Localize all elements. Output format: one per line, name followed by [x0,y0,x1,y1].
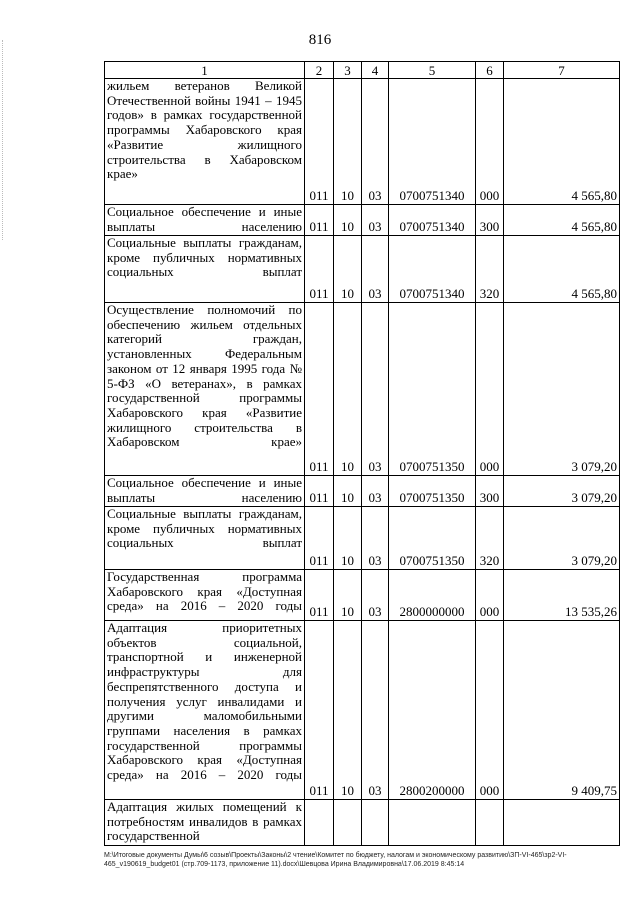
row-cell: 03 [362,303,389,476]
row-cell: 03 [362,621,389,800]
table-row [105,476,620,507]
row-cell: 03 [362,570,389,621]
row-cell: 0700751340 [389,205,476,236]
row-amount: 4 565,80 [504,205,620,236]
row-cell: 10 [334,507,362,570]
binding-margin [2,40,4,240]
row-cell: 03 [362,236,389,303]
document-footer-path: M:\Итоговые документы Думы\6 созыв\Проекты\Законы\2 чтение\Комитет по бюджету, налогам и экономическому развитию\ЗП-VI-465\зр2-VI-465_v190619_budget01 (стр.709-1173, приложение 11).docx\Шевцова Ирина Владимировна\17.06.2019 8:45:14 [104,852,567,868]
row-amount: 9 409,75 [504,621,620,800]
row-cell: 0700751350 [389,476,476,507]
table-row [105,205,620,236]
row-cell: 10 [334,570,362,621]
row-name: Государственная программа Хабаровского края «Доступная среда» на 2016 – 2020 годы [105,570,305,621]
row-amount: 4 565,80 [504,79,620,205]
row-cell: 011 [305,236,334,303]
row-amount: 3 079,20 [504,303,620,476]
budget-table [104,61,620,846]
row-cell: 300 [476,205,504,236]
row-cell [389,800,476,846]
row-cell [305,800,334,846]
row-name: Социальные выплаты гражданам, кроме публичных нормативных социальных выплат [105,236,305,303]
row-cell: 10 [334,205,362,236]
row-cell: 000 [476,570,504,621]
header-cell: 1 [105,62,305,79]
row-cell: 000 [476,79,504,205]
table-row [105,800,620,846]
row-cell: 300 [476,476,504,507]
row-cell: 011 [305,507,334,570]
row-cell: 10 [334,621,362,800]
row-amount: 3 079,20 [504,507,620,570]
row-cell: 10 [334,79,362,205]
row-cell [476,800,504,846]
row-name: Социальные выплаты гражданам, кроме публичных нормативных социальных выплат [105,507,305,570]
page-number: 816 [308,32,332,48]
row-cell: 0700751340 [389,236,476,303]
row-name: Адаптация жилых помещений к потребностям инвалидов в рамках государственной [105,800,305,846]
table-row [105,621,620,800]
row-cell [334,800,362,846]
row-cell: 10 [334,476,362,507]
row-amount: 13 535,26 [504,570,620,621]
row-cell: 0700751350 [389,303,476,476]
row-name: Социальное обеспечение и иные выплаты населению [105,205,305,236]
row-cell: 011 [305,570,334,621]
row-cell: 011 [305,476,334,507]
row-amount: 3 079,20 [504,476,620,507]
row-cell: 2800000000 [389,570,476,621]
row-cell: 011 [305,205,334,236]
row-cell: 03 [362,476,389,507]
table-header-row [105,62,620,79]
header-cell: 4 [362,62,389,79]
header-cell: 5 [389,62,476,79]
row-cell: 011 [305,79,334,205]
row-cell: 320 [476,507,504,570]
row-cell: 10 [334,303,362,476]
row-name: Осуществление полномочий по обеспечению жильем отдельных категорий граждан, установленных Федеральным законом от 12 января 1995 года № 5-ФЗ «О ветеранах», в рамках государственной программы Хабаровского края «Развитие жилищного строительства в Хабаровском крае» [105,303,305,476]
row-cell: 000 [476,303,504,476]
row-amount: 4 565,80 [504,236,620,303]
header-cell: 2 [305,62,334,79]
table-row [105,79,620,205]
row-cell: 10 [334,236,362,303]
row-amount [504,800,620,846]
row-name: жильем ветеранов Великой Отечественной войны 1941 – 1945 годов» в рамках государственной программы Хабаровского края «Развитие жилищного строительства в Хабаровском крае» [105,79,305,205]
table-row [105,303,620,476]
row-cell: 0700751350 [389,507,476,570]
row-cell: 011 [305,621,334,800]
table-row [105,507,620,570]
row-cell: 03 [362,79,389,205]
row-cell: 2800200000 [389,621,476,800]
row-cell: 320 [476,236,504,303]
row-cell: 0700751340 [389,79,476,205]
table-row [105,570,620,621]
header-cell: 7 [504,62,620,79]
table-row [105,236,620,303]
row-name: Адаптация приоритетных объектов социальной, транспортной и инженерной инфраструктуры для беспрепятственного доступа и получения услуг инвалидами и другими маломобильными группами населения в рамках государственной программы Хабаровского края «Доступная среда» на 2016 – 2020 годы [105,621,305,800]
row-name: Социальное обеспечение и иные выплаты населению [105,476,305,507]
row-cell: 000 [476,621,504,800]
row-cell [362,800,389,846]
row-cell: 011 [305,303,334,476]
header-cell: 6 [476,62,504,79]
row-cell: 03 [362,507,389,570]
header-cell: 3 [334,62,362,79]
row-cell: 03 [362,205,389,236]
